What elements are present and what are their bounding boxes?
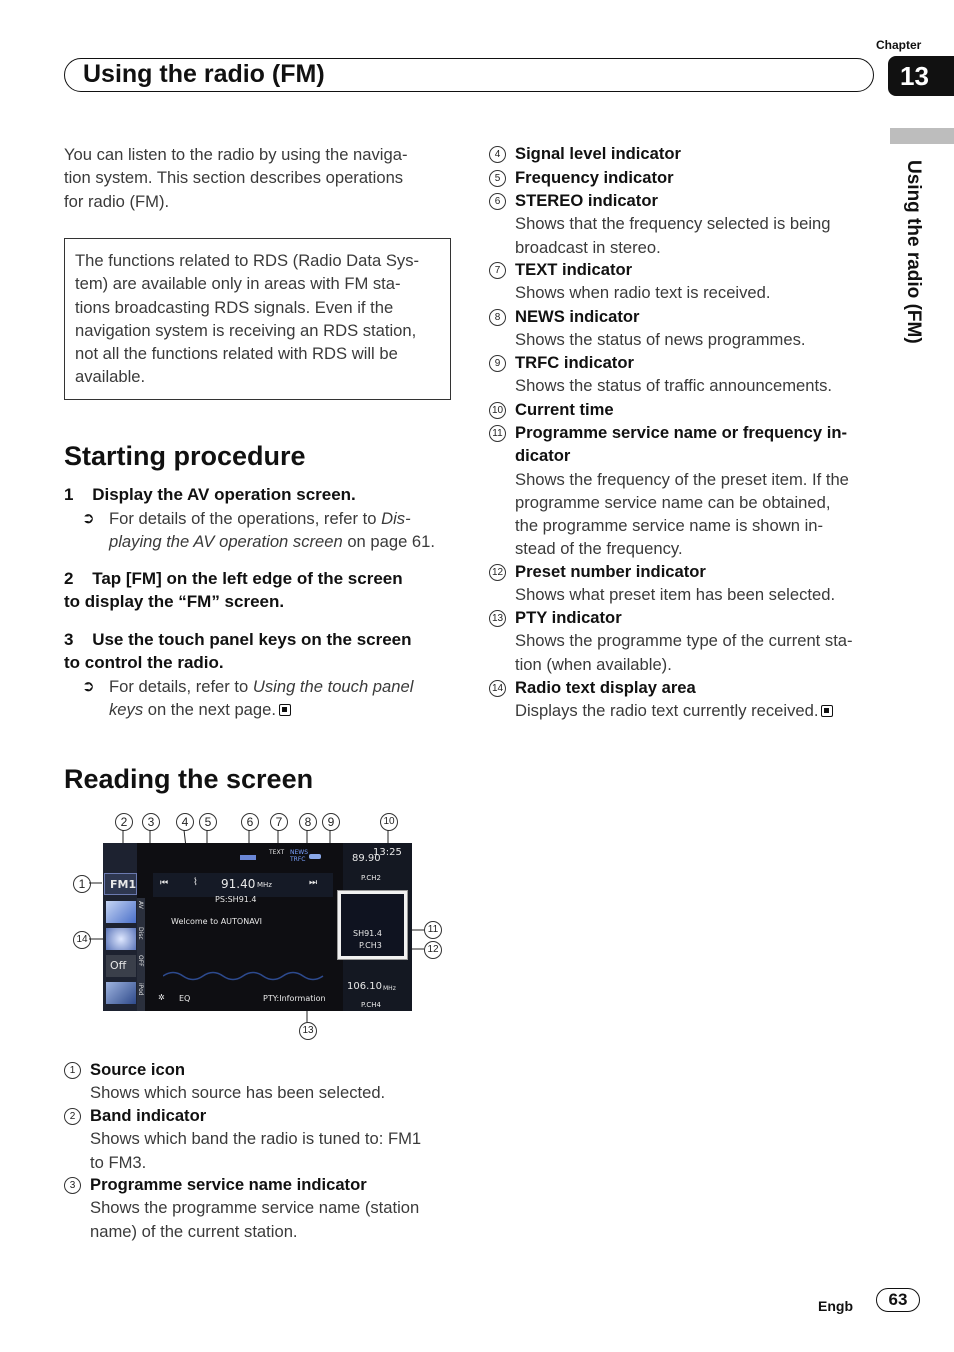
legend-item-3 xyxy=(64,1173,454,1243)
current-time: 13:25 xyxy=(373,847,402,858)
item-desc: Shows the programme type of the current sta- xyxy=(515,631,853,651)
intro-line: You can listen to the radio by using the naviga- xyxy=(64,145,408,164)
step-text: to display the “FM” screen. xyxy=(64,592,285,612)
item-desc: programme service name can be obtained, xyxy=(515,492,831,512)
item-desc xyxy=(515,699,884,722)
note-line: navigation system is receiving an RDS station, xyxy=(75,320,417,340)
side-label-off: OFF xyxy=(137,955,144,967)
item-number: 3 xyxy=(64,1177,81,1194)
item-desc: Shows when radio text is received. xyxy=(515,283,771,303)
legend-item-8 xyxy=(489,305,884,352)
item-title: Frequency indicator xyxy=(515,168,674,187)
item-title: PTY indicator xyxy=(515,608,622,627)
item-desc: Shows which band the radio is tuned to: FM1 xyxy=(90,1129,422,1149)
item-desc: stead of the frequency. xyxy=(515,539,683,559)
step-text: Use the touch panel keys on the screen xyxy=(92,630,412,649)
chapter-number: 13 xyxy=(900,61,929,91)
item-title: TEXT indicator xyxy=(515,260,633,279)
side-label-ipod: iPod xyxy=(137,983,144,996)
trfc-car-icon xyxy=(309,854,321,859)
item-number: 12 xyxy=(489,564,506,581)
intro-line: tion system. This section describes operations xyxy=(64,168,404,188)
callout-2: 2 xyxy=(115,813,133,831)
ref-italic: Using the touch panel xyxy=(252,677,414,696)
callout-9: 9 xyxy=(322,813,340,831)
footer-language: Engb xyxy=(818,1298,853,1314)
item-title: Radio text display area xyxy=(515,678,696,697)
callout-6: 6 xyxy=(241,813,259,831)
ref-italic: Dis- xyxy=(381,509,411,528)
legend-item-5 xyxy=(489,166,884,189)
item-desc: name) of the current station. xyxy=(90,1221,298,1241)
note-line: available. xyxy=(75,367,146,387)
item-title: Signal level indicator xyxy=(515,144,681,163)
item-desc: Shows the frequency of the preset item. If the xyxy=(515,469,849,489)
item-number: 5 xyxy=(489,170,506,187)
step-number: 2 xyxy=(64,569,74,588)
eq-icon[interactable]: ✲ xyxy=(158,993,165,1002)
item-desc: Shows what preset item has been selected. xyxy=(515,585,836,605)
callout-10: 10 xyxy=(380,813,398,831)
legend-item-9 xyxy=(489,351,884,398)
callout-14: 14 xyxy=(73,931,91,949)
item-desc: Shows the programme service name (station xyxy=(90,1198,420,1218)
item-title: TRFC indicator xyxy=(515,353,634,372)
callout-1: 1 xyxy=(73,875,91,893)
frequency-unit: MHz xyxy=(257,881,272,889)
preset-bottom-channel: P.CH4 xyxy=(361,1001,381,1009)
callout-3: 3 xyxy=(142,813,160,831)
item-desc-text: Displays the radio text currently received. xyxy=(515,701,819,721)
item-title: NEWS indicator xyxy=(515,307,640,326)
legend-item-12 xyxy=(489,560,884,607)
preset-selected-name: SH91.4 xyxy=(353,929,382,938)
item-title: Programme service name or frequency in- xyxy=(515,423,848,442)
legend-item-6 xyxy=(489,189,884,259)
item-title: Preset number indicator xyxy=(515,562,706,581)
step-text: to control the radio. xyxy=(64,653,224,673)
side-label-disc: Disc xyxy=(137,927,144,940)
step-text: Tap [FM] on the left edge of the screen xyxy=(92,569,403,588)
preset-bottom-frequency: 106.10 xyxy=(347,981,382,992)
legend-item-14 xyxy=(489,676,884,723)
arrow-icon: ➲ xyxy=(82,678,95,695)
source-label: FM1 xyxy=(110,878,137,891)
callout-13: 13 xyxy=(299,1022,317,1040)
seek-back-icon[interactable]: ⏮ xyxy=(160,878,169,888)
item-title: Current time xyxy=(515,400,614,419)
ref-text: on page 61. xyxy=(342,532,435,552)
legend-item-11 xyxy=(489,421,884,561)
callout-12: 12 xyxy=(424,941,442,959)
note-line: tions broadcasting RDS signals. Even if the xyxy=(75,297,394,317)
arrow-icon: ➲ xyxy=(82,510,95,527)
preset-top-frequency: 89.90 xyxy=(352,853,381,864)
preset-bottom-unit: MHz xyxy=(383,985,396,992)
preset-top-channel: P.CH2 xyxy=(361,874,381,882)
item-number: 6 xyxy=(489,193,506,210)
item-title: Programme service name indicator xyxy=(90,1175,367,1194)
side-label-av: AV xyxy=(137,901,144,909)
side-tab-label: Using the radio (FM) xyxy=(903,160,924,344)
item-title: dicator xyxy=(515,446,571,466)
preset-selected-channel: P.CH3 xyxy=(359,941,382,950)
item-desc: to FM3. xyxy=(90,1152,147,1172)
legend-item-7 xyxy=(489,258,884,305)
item-number: 8 xyxy=(489,309,506,326)
ipod-source-thumb xyxy=(106,982,136,1004)
item-number: 13 xyxy=(489,610,506,627)
ref-italic: keys xyxy=(109,700,144,720)
page-number-badge xyxy=(876,1288,920,1312)
ref-text: For details, refer to xyxy=(109,677,253,696)
chapter-label: Chapter xyxy=(876,38,922,52)
radio-text: Welcome to AUTONAVI xyxy=(171,917,262,926)
legend-item-10 xyxy=(489,398,884,421)
legend-item-13 xyxy=(489,606,884,676)
text-indicator: TEXT xyxy=(269,849,285,856)
ref-text: For details of the operations, refer to xyxy=(109,509,382,528)
legend-item-1 xyxy=(64,1058,454,1105)
item-desc: Shows the status of news programmes. xyxy=(515,330,806,350)
item-number: 14 xyxy=(489,680,506,697)
av-source-thumb xyxy=(106,901,136,923)
note-line: tem) are available only in areas with FM sta- xyxy=(75,274,401,294)
item-number: 10 xyxy=(489,402,506,419)
step-number: 1 xyxy=(64,485,74,504)
item-desc: Shows that the frequency selected is being xyxy=(515,214,831,234)
item-desc: broadcast in stereo. xyxy=(515,237,661,257)
news-indicator: NEWS xyxy=(290,849,309,856)
item-title: Source icon xyxy=(90,1060,185,1079)
item-desc: tion (when available). xyxy=(515,654,672,674)
step-number: 3 xyxy=(64,630,74,649)
callout-4: 4 xyxy=(176,813,194,831)
callout-5: 5 xyxy=(199,813,217,831)
legend-item-4 xyxy=(489,142,884,165)
note-line: The functions related to RDS (Radio Data Sys- xyxy=(75,251,420,270)
legend-item-2 xyxy=(64,1104,454,1174)
item-number: 11 xyxy=(489,425,506,442)
frequency-value: 91.40 xyxy=(221,877,256,891)
starting-procedure-heading: Starting procedure xyxy=(64,441,306,471)
item-title: STEREO indicator xyxy=(515,191,658,210)
item-desc: the programme service name is shown in- xyxy=(515,516,824,536)
waveform-graphic xyxy=(163,969,333,983)
off-label: Off xyxy=(110,959,127,972)
ref-text: on the next page. xyxy=(143,700,276,720)
stereo-indicator-icon xyxy=(240,855,256,860)
intro-line: for radio (FM). xyxy=(64,191,170,211)
item-number: 1 xyxy=(64,1062,81,1079)
ref-italic: playing the AV operation screen xyxy=(109,532,343,552)
item-desc: Shows the status of traffic announcements. xyxy=(515,376,832,396)
eq-label[interactable]: EQ xyxy=(179,994,191,1003)
callout-11: 11 xyxy=(424,921,442,939)
ps-name: PS:SH91.4 xyxy=(215,895,257,904)
callout-7: 7 xyxy=(270,813,288,831)
item-number: 4 xyxy=(489,146,506,163)
pty-indicator: PTY:Information xyxy=(263,994,326,1003)
reading-the-screen-heading: Reading the screen xyxy=(64,764,314,794)
item-desc: Shows which source has been selected. xyxy=(90,1083,386,1103)
seek-forward-icon[interactable]: ⏭ xyxy=(309,878,318,888)
step-text: Display the AV operation screen. xyxy=(92,485,356,504)
signal-level-icon: ⌇ xyxy=(193,877,198,888)
end-mark-icon xyxy=(821,705,833,717)
item-number: 7 xyxy=(489,262,506,279)
av-screen-illustration xyxy=(103,843,412,1011)
trfc-indicator: TRFC xyxy=(290,856,306,863)
disc-source-thumb xyxy=(106,928,136,950)
item-title: Band indicator xyxy=(90,1106,207,1125)
note-line: not all the functions related with RDS will be xyxy=(75,344,398,364)
item-number: 2 xyxy=(64,1108,81,1125)
callout-8: 8 xyxy=(299,813,317,831)
page-number: 63 xyxy=(888,1290,908,1309)
page-title: Using the radio (FM) xyxy=(83,60,325,88)
item-number: 9 xyxy=(489,355,506,372)
